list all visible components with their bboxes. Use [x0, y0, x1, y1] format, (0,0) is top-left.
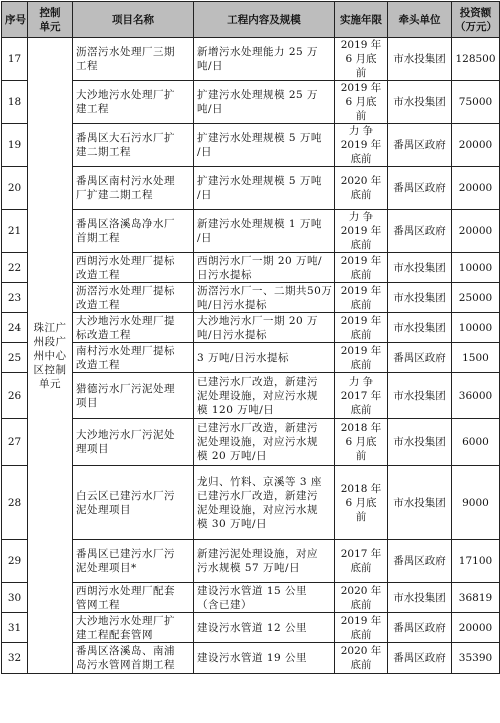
cell-project-name [73, 124, 194, 167]
cell-year [335, 466, 388, 540]
text-line: 猎德污水厂污泥处理 [76, 382, 175, 395]
text-line: 控制 [39, 6, 61, 19]
cell-lead-unit: 番禺区政府 [388, 613, 452, 643]
text-line: 序号 [5, 13, 26, 26]
text-line: /日 [197, 146, 213, 158]
text-line: 泥处理项目 [76, 503, 131, 516]
text-line: 吨/日污水提标 [197, 328, 268, 341]
text-line: 底前 [350, 239, 372, 251]
text-line: 2019 年 [340, 284, 382, 297]
cell-project-name [73, 419, 194, 466]
cell-no: 20 [2, 167, 28, 210]
cell-lead-unit: 市水投集团 [388, 583, 452, 613]
text-line: 建工程配套管网 [76, 628, 153, 641]
text-line: 吨/日 [197, 103, 224, 115]
cell-lead-unit: 市水投集团 [388, 419, 452, 466]
text-line: 区控制 [33, 363, 67, 376]
table-body [2, 38, 500, 674]
cell-lead-unit: 市水投集团 [388, 38, 452, 81]
cell-no: 25 [2, 343, 28, 373]
text-line: 单元 [39, 20, 61, 33]
cell-amount: 128500 [452, 38, 500, 81]
text-line: 工程 [76, 60, 98, 72]
text-line: 珠江广 [33, 321, 67, 334]
text-line: 项目名称 [112, 13, 154, 26]
text-line: 2019 年 [340, 254, 382, 267]
cell-content [194, 283, 335, 313]
cell-lead-unit: 市水投集团 [388, 466, 452, 540]
cell-year [335, 313, 388, 343]
text-line: 大沙地污水处理厂扩 [76, 614, 175, 627]
text-line: 底前 [350, 659, 372, 671]
text-line: 3 万吨/日污水提标 [197, 351, 290, 364]
text-line: 实施年限 [340, 13, 382, 26]
text-line: 牵头单位 [398, 13, 441, 26]
text-line: 新增污水处理能力 25 万 [197, 46, 319, 58]
table-row [2, 419, 500, 466]
text-line: 6 月底 [345, 53, 377, 65]
text-line: 底前 [350, 268, 372, 281]
cell-content [194, 373, 335, 419]
table-row [2, 540, 500, 583]
text-line: 污水规模 57 万吨/日 [197, 562, 301, 574]
text-line: 2020 年 [340, 645, 382, 657]
text-line: 建二期工程 [76, 146, 131, 158]
cell-amount: 17100 [452, 540, 500, 583]
cell-amount: 20000 [452, 167, 500, 210]
text-line: 改造工程 [76, 358, 120, 371]
text-line: 泥处理设施，对应污水规 [197, 389, 318, 402]
text-line: 扩建污水处理规模 5 万吨 [197, 175, 322, 187]
text-line: 项目 [76, 396, 98, 409]
cell-amount: 35390 [452, 643, 500, 674]
cell-no: 26 [2, 373, 28, 419]
cell-project-name [73, 613, 194, 643]
text-line: 6 月底 [345, 496, 377, 509]
text-line: 力 争 [348, 211, 374, 223]
cell-amount: 20000 [452, 613, 500, 643]
cell-no: 31 [2, 613, 28, 643]
cell-content [194, 38, 335, 81]
table-row [2, 466, 500, 540]
text-line: 番禺区南村污水处理 [76, 175, 175, 187]
text-line: 前 [355, 510, 367, 523]
text-line: 沥滘污水处理厂提标 [76, 284, 175, 297]
text-line: 6 月底 [345, 96, 377, 108]
header-amount [452, 2, 500, 38]
text-line: 泥处理设施，对应污水规 [197, 436, 318, 448]
text-line: 建设污水管道 12 公里 [197, 621, 308, 634]
text-line: 底前 [350, 189, 372, 201]
cell-no: 29 [2, 540, 28, 583]
text-line: /日 [197, 232, 213, 244]
text-line: 龙归、竹料、京溪等 3 座 [197, 475, 322, 488]
cell-project-name [73, 540, 194, 583]
header-no [2, 2, 28, 38]
cell-content [194, 343, 335, 373]
cell-year [335, 583, 388, 613]
cell-no: 27 [2, 419, 28, 466]
cell-project-name [73, 210, 194, 253]
cell-project-name [73, 253, 194, 283]
text-line: 日污水提标 [197, 268, 252, 281]
text-line: 2020 年 [340, 584, 382, 597]
text-line: 白云区已建污水厂污 [76, 489, 175, 502]
table-row [2, 253, 500, 283]
cell-no: 30 [2, 583, 28, 613]
text-line: 2017 年 [340, 548, 382, 560]
cell-content [194, 81, 335, 124]
text-line: 工程内容及规模 [227, 13, 301, 26]
text-line: 改造工程 [76, 268, 120, 281]
cell-year [335, 613, 388, 643]
text-line: 2019 年 [340, 614, 382, 627]
text-line: 底前 [350, 298, 372, 311]
cell-project-name [73, 283, 194, 313]
document-page [1, 1, 499, 721]
text-line: 西朗污水处理厂提标 [76, 254, 175, 267]
text-line: 前 [355, 450, 367, 462]
cell-lead-unit: 番禺区政府 [388, 167, 452, 210]
cell-year [335, 419, 388, 466]
header-row [2, 2, 500, 38]
cell-project-name [73, 167, 194, 210]
cell-amount: 75000 [452, 81, 500, 124]
text-line: 扩建污水处理规模 5 万吨 [197, 132, 322, 144]
text-line: /日 [197, 189, 213, 201]
cell-amount: 1500 [452, 343, 500, 373]
table-row [2, 313, 500, 343]
text-line: 2018 年 [340, 482, 382, 495]
text-line: 2019 年 [340, 39, 382, 51]
text-line: 建工程 [76, 103, 109, 115]
text-line: 大沙地污水厂一期 20 万 [197, 314, 319, 327]
cell-no: 19 [2, 124, 28, 167]
cell-year [335, 124, 388, 167]
cell-no: 21 [2, 210, 28, 253]
table-row [2, 210, 500, 253]
text-line: 州段广 [33, 335, 67, 348]
cell-no: 32 [2, 643, 28, 674]
cell-year [335, 210, 388, 253]
cell-project-name [73, 466, 194, 540]
text-line: 已建污水厂改造，新建污 [197, 489, 318, 502]
cell-amount: 25000 [452, 283, 500, 313]
text-line: （含已建） [197, 598, 252, 611]
text-line: 底前 [350, 153, 372, 165]
text-line: 底前 [350, 562, 372, 574]
text-line: 2017 年 [340, 389, 382, 402]
cell-project-name [73, 583, 194, 613]
text-line: 沥滘污水处理厂三期 [76, 46, 175, 58]
cell-lead-unit: 市水投集团 [388, 313, 452, 343]
text-line: 力 争 [348, 125, 374, 137]
text-line: 底前 [350, 358, 372, 371]
cell-content [194, 583, 335, 613]
text-line: 2019 年 [340, 344, 382, 357]
cell-no: 24 [2, 313, 28, 343]
cell-amount: 6000 [452, 419, 500, 466]
text-line: 大沙地污水处理厂提 [76, 314, 175, 327]
text-line: 2018 年 [340, 422, 382, 434]
table-row [2, 283, 500, 313]
text-line: 底前 [350, 628, 372, 641]
text-line: 前 [355, 110, 367, 122]
cell-amount: 10000 [452, 313, 500, 343]
cell-content [194, 253, 335, 283]
cell-lead-unit: 市水投集团 [388, 373, 452, 419]
text-line: 底前 [350, 598, 372, 611]
text-line: 泥处理设施，对应污水规 [197, 503, 318, 516]
text-line: 西朗污水厂一期 20 万吨/ [197, 254, 323, 267]
table-row [2, 38, 500, 81]
cell-year [335, 167, 388, 210]
text-line: 2019 年 [340, 225, 382, 237]
text-line: 力 争 [348, 375, 374, 388]
text-line: 西朗污水处理厂配套 [76, 584, 175, 597]
text-line: 泥处理项目* [76, 562, 137, 574]
cell-year [335, 643, 388, 674]
cell-no: 22 [2, 253, 28, 283]
cell-content [194, 540, 335, 583]
text-line: 标改造工程 [76, 328, 131, 341]
cell-content [194, 313, 335, 343]
text-line: 州中心 [33, 349, 67, 362]
cell-project-name [73, 81, 194, 124]
cell-content [194, 167, 335, 210]
text-line: 已建污水厂改造，新建污 [197, 422, 318, 434]
text-line: 吨/日 [197, 60, 224, 72]
header-content [194, 2, 335, 38]
text-line: 底前 [350, 403, 372, 416]
text-line: 南村污水处理厂提标 [76, 344, 175, 357]
text-line: 番禺区洛溪岛、南浦 [76, 645, 175, 657]
text-line: 模 20 万吨/日 [197, 450, 268, 462]
cell-project-name [73, 643, 194, 674]
cell-control-unit [28, 38, 73, 674]
header-year [335, 2, 388, 38]
cell-project-name [73, 38, 194, 81]
cell-lead-unit: 市水投集团 [388, 253, 452, 283]
cell-content [194, 466, 335, 540]
text-line: 2019 年 [340, 314, 382, 327]
text-line: 首期工程 [76, 232, 120, 244]
table-row [2, 124, 500, 167]
text-line: 新建污水处理规模 1 万吨 [197, 218, 322, 230]
cell-content [194, 210, 335, 253]
project-table [1, 1, 500, 674]
table-row [2, 613, 500, 643]
cell-amount: 9000 [452, 466, 500, 540]
text-line: 单元 [39, 377, 61, 390]
table-row [2, 167, 500, 210]
text-line: 管网工程 [76, 598, 120, 611]
header-lead-unit [388, 2, 452, 38]
table-row [2, 373, 500, 419]
cell-year [335, 373, 388, 419]
text-line: 投资额 [459, 6, 492, 19]
text-line: 番禺区洛溪岛净水厂 [76, 218, 175, 230]
text-line: 吨/日污水提标 [197, 298, 268, 311]
header-project-name [73, 2, 194, 38]
cell-lead-unit: 番禺区政府 [388, 124, 452, 167]
cell-year [335, 253, 388, 283]
text-line: 扩建污水处理规模 25 万 [197, 89, 319, 101]
cell-content [194, 124, 335, 167]
text-line: 模 120 万吨/日 [197, 403, 275, 416]
cell-amount: 20000 [452, 210, 500, 253]
table-row [2, 81, 500, 124]
text-line: 2019 年 [340, 82, 382, 94]
cell-year [335, 540, 388, 583]
cell-lead-unit: 市水投集团 [388, 283, 452, 313]
cell-content [194, 419, 335, 466]
text-line: 大沙地污水厂污泥处 [76, 429, 175, 441]
cell-year [335, 38, 388, 81]
text-line: （万元） [455, 20, 497, 33]
text-line: 底前 [350, 328, 372, 341]
table-row [2, 343, 500, 373]
text-line: 已建污水厂改造，新建污 [197, 375, 318, 388]
text-line: 前 [355, 67, 367, 79]
cell-content [194, 613, 335, 643]
text-line: 6 月底 [345, 436, 377, 448]
text-line: 理项目 [76, 443, 109, 455]
cell-lead-unit: 市水投集团 [388, 81, 452, 124]
cell-amount: 10000 [452, 253, 500, 283]
header-control-unit [28, 2, 73, 38]
text-line: 建设污水管道 15 公里 [197, 584, 308, 597]
text-line: 2020 年 [340, 175, 382, 187]
cell-lead-unit: 番禺区政府 [388, 540, 452, 583]
text-line: 模 30 万吨/日 [197, 517, 268, 530]
text-line: 大沙地污水处理厂扩 [76, 89, 175, 101]
cell-no: 17 [2, 38, 28, 81]
text-line: 番禺区大石污水厂扩 [76, 132, 175, 144]
cell-amount: 20000 [452, 124, 500, 167]
cell-year [335, 283, 388, 313]
text-line: 厂扩建二期工程 [76, 189, 153, 201]
text-line: 建设污水管道 19 公里 [197, 652, 308, 664]
cell-amount: 36819 [452, 583, 500, 613]
cell-no: 18 [2, 81, 28, 124]
cell-project-name [73, 313, 194, 343]
cell-no: 28 [2, 466, 28, 540]
cell-year [335, 343, 388, 373]
cell-year [335, 81, 388, 124]
cell-project-name [73, 343, 194, 373]
text-line: 番禺区已建污水厂污 [76, 548, 175, 560]
text-line: 2019 年 [340, 139, 382, 151]
cell-content [194, 643, 335, 674]
cell-no: 23 [2, 283, 28, 313]
cell-lead-unit: 番禺区政府 [388, 210, 452, 253]
cell-amount: 36000 [452, 373, 500, 419]
table-row [2, 583, 500, 613]
text-line: 沥滘污水厂一、二期共50万 [197, 284, 333, 297]
text-line: 岛污水管网首期工程 [76, 659, 175, 671]
table-row [2, 643, 500, 674]
text-line: 改造工程 [76, 298, 120, 311]
text-line: 新建污泥处理设施，对应 [197, 548, 318, 560]
cell-lead-unit: 番禺区政府 [388, 643, 452, 674]
cell-project-name [73, 373, 194, 419]
cell-lead-unit: 番禺区政府 [388, 343, 452, 373]
